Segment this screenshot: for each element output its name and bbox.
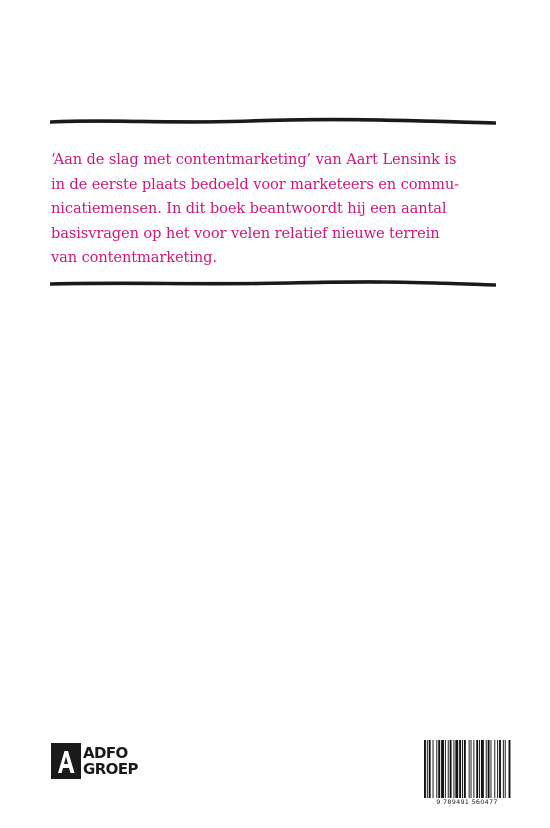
barcode-bar [445, 740, 446, 798]
blurb-line: in de eerste plaats bedoeld voor marketeers en commu- [51, 175, 460, 193]
barcode-bar [433, 740, 434, 798]
barcode-bar [471, 740, 472, 798]
blurb-line: ‘Aan de slag met contentmarketing’ van Aart Lensink is [51, 151, 457, 168]
blurb-line: nicatiemensen. In dit boek beantwoordt hij een aantal [51, 200, 447, 218]
publisher-logo [51, 742, 138, 780]
barcode-bar [469, 740, 470, 798]
top-divider-line [50, 116, 496, 130]
barcode-bar [438, 740, 440, 798]
barcode-bar [499, 740, 501, 798]
barcode-bar [450, 740, 452, 798]
barcode-bar [479, 740, 480, 798]
barcode-bars-icon [423, 740, 511, 798]
barcode-bar [429, 740, 431, 798]
barcode-bar [494, 740, 495, 798]
barcode-bar [486, 740, 487, 798]
publisher-logo-mark-icon [51, 743, 81, 779]
barcode-bar [488, 740, 490, 798]
barcode-bar [491, 740, 492, 798]
barcode-bar [436, 740, 437, 798]
barcode-bar [509, 740, 511, 798]
barcode-bar [459, 740, 461, 798]
back-cover-blurb [51, 148, 501, 271]
barcode-bar [473, 740, 474, 798]
blurb-line: van contentmarketing. [51, 249, 217, 267]
publisher-name-line2: GROEP [83, 760, 138, 778]
barcode-bar [455, 740, 458, 798]
barcode-bar [481, 740, 484, 798]
barcode-bar [441, 740, 444, 798]
publisher-name-line1: ADFO [83, 744, 128, 762]
barcode-bar [427, 740, 428, 798]
barcode-bar [453, 740, 454, 798]
blurb-line: basisvragen op het voor velen relatief nieuwe terrein [51, 224, 440, 242]
barcode-bar [476, 740, 478, 798]
isbn-barcode [423, 740, 511, 806]
barcode-bar [462, 740, 463, 798]
barcode-bar [448, 740, 449, 798]
publisher-logo-text [83, 745, 138, 777]
bottom-divider-line [50, 277, 496, 291]
barcode-bar [503, 740, 504, 798]
barcode-bar [497, 740, 498, 798]
barcode-bar [505, 740, 506, 798]
barcode-bar [424, 740, 426, 798]
barcode-bar [464, 740, 466, 798]
isbn-number: 9 789491 560477 [436, 798, 498, 806]
